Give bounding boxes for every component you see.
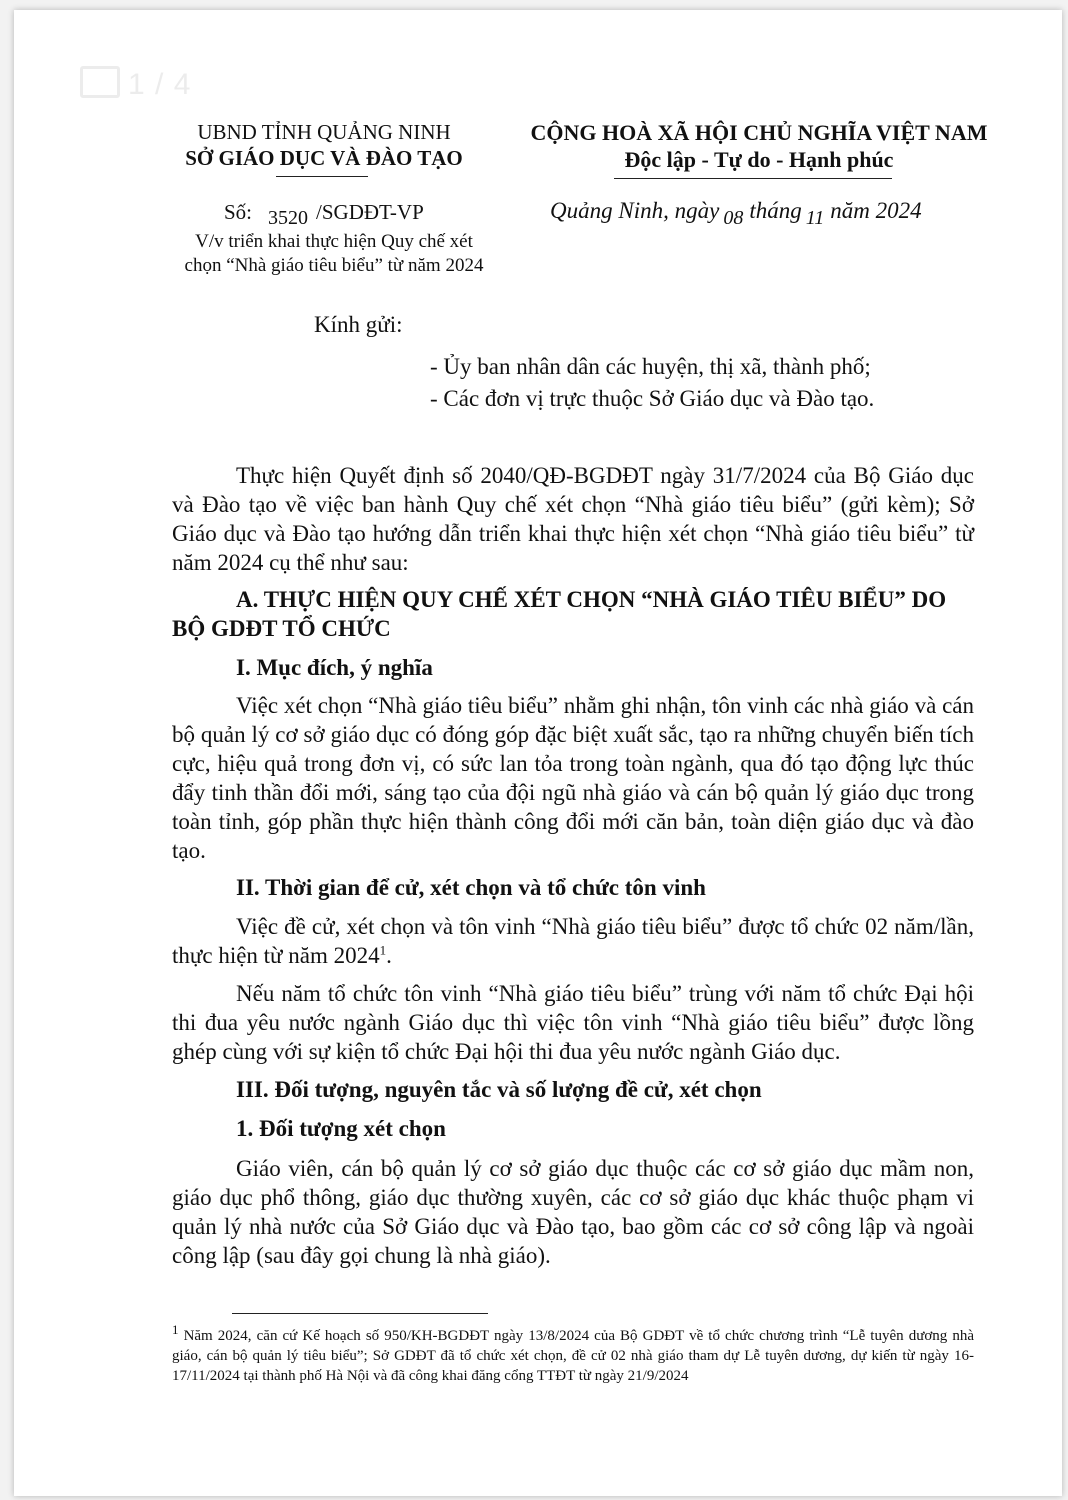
date-day: 08: [723, 207, 744, 229]
page-indicator[interactable]: [80, 66, 191, 102]
date-place: Quảng Ninh, ngày: [550, 198, 720, 223]
timing-text: Việc đề cử, xét chọn và tôn vinh “Nhà giáo tiêu biểu” được tổ chức 02 năm/lần, thực hiện từ năm 2024: [172, 914, 974, 968]
subject-line-1: V/v triển khai thực hiện Quy chế xét: [195, 231, 473, 252]
combined-event-paragraph: Nếu năm tổ chức tôn vinh “Nhà giáo tiêu biểu” trùng với năm tổ chức Đại hội thi đua yêu nước ngành Giáo dục thì việc tôn vinh “Nhà giáo tiêu biểu” được lồng ghép cùng với sự kiện tổ chức Đại hội thi đua yêu nước ngành Giáo dục.: [172, 981, 974, 1064]
national-title: CỘNG HOÀ XÃ HỘI CHỦ NGHĨA VIỆT NAM: [530, 120, 988, 145]
subject-line-2: chọn “Nhà giáo tiêu biểu” từ năm 2024: [184, 255, 484, 276]
motto-underline: [614, 178, 892, 179]
subjects-paragraph: Giáo viên, cán bộ quản lý cơ sở giáo dục thuộc các cơ sở giáo dục mầm non, giáo dục phổ thông, giáo dục thường xuyên, các cơ sở giáo dục khác thuộc phạm vi quản lý nhà nước của Sở Giáo dục và Đào tạo, bao gồm các cơ sở công lập và ngoài công lập (sau đây gọi chung là nhà giáo).: [172, 1156, 974, 1268]
document-number-value: 3520: [268, 207, 309, 229]
recipient-item: - Ủy ban nhân dân các huyện, thị xã, thành phố;: [430, 354, 871, 379]
date-month: 11: [805, 207, 825, 229]
heading-subjects: III. Đối tượng, nguyên tắc và số lượng đề cử, xét chọn: [236, 1077, 762, 1102]
national-motto: Độc lập - Tự do - Hạnh phúc: [624, 147, 894, 172]
footnote-separator: [232, 1313, 488, 1314]
document-number-label: Số:: [224, 200, 253, 224]
heading-purpose: I. Mục đích, ý nghĩa: [236, 655, 433, 680]
footnote: [172, 1322, 974, 1386]
document-number-suffix: /SGDĐT-VP: [316, 200, 424, 224]
issue-date: [550, 198, 922, 229]
purpose-paragraph: Việc xét chọn “Nhà giáo tiêu biểu” nhằm ghi nhận, tôn vinh các nhà giáo và cán bộ quản lý cơ sở giáo dục có đóng góp đặc biệt xuất sắc, tạo ra những chuyển biến tích cực, hiệu quả trong đơn vị, có sức lan tỏa trong toàn ngành, qua đó tạo động lực thúc đẩy tinh thần đổi mới, sáng tạo của đội ngũ nhà giáo và cán bộ quản lý giáo dục trong toàn tỉnh, góp phần thực hiện thành công đổi mới căn bản, toàn diện giáo dục và đào tạo.: [172, 693, 974, 863]
document-page: [14, 10, 1062, 1496]
intro-paragraph: Thực hiện Quyết định số 2040/QĐ-BGDĐT ngày 31/7/2024 của Bộ Giáo dục và Đào tạo về việc ban hành Quy chế xét chọn “Nhà giáo tiêu biểu” (gửi kèm); Sở Giáo dục và Đào tạo hướng dẫn triển khai thực hiện xét chọn “Nhà giáo tiêu biểu” từ năm 2024 cụ thể như sau:: [172, 463, 974, 575]
document-number: [224, 200, 424, 229]
issuer-authority: UBND TỈNH QUẢNG NINH: [197, 120, 451, 144]
heading-selection-subjects: 1. Đối tượng xét chọn: [236, 1116, 446, 1141]
timing-paragraph: [172, 912, 974, 970]
footnote-text: Năm 2024, căn cứ Kế hoạch số 950/KH-BGDĐT ngày 13/8/2024 của Bộ GDĐT về tổ chức chương trình “Lễ tuyên dương nhà giáo, cán bộ quản lý tiêu biểu”; Sở GDĐT đã tổ chức xét chọn, đề cử 02 nhà giáo tham dự Lễ tuyên dương, dự kiến từ ngày 16-17/11/2024 tại thành phố Hà Nội và đã công khai đăng cổng TTĐT từ ngày 21/9/2024: [172, 1328, 974, 1384]
page-thumbnail-icon: [80, 66, 120, 98]
heading-timing: II. Thời gian để cử, xét chọn và tổ chức tôn vinh: [236, 875, 706, 900]
recipients-label: Kính gửi:: [314, 312, 403, 337]
section-a-heading: A. THỰC HIỆN QUY CHẾ XÉT CHỌN “NHÀ GIÁO TIÊU BIỂU” DO BỘ GDĐT TỔ CHỨC: [172, 587, 947, 641]
footnote-reference[interactable]: 1: [379, 942, 387, 958]
footnote-marker: 1: [172, 1322, 179, 1337]
timing-end: .: [386, 943, 392, 968]
page-indicator-text: 1 / 4: [128, 68, 192, 101]
recipient-item: - Các đơn vị trực thuộc Sở Giáo dục và Đào tạo.: [430, 386, 875, 411]
issuer-department: SỞ GIÁO DỤC VÀ ĐÀO TẠO: [185, 146, 463, 170]
issuer-underline: [276, 176, 368, 177]
date-year: năm 2024: [830, 198, 922, 223]
date-month-label: tháng: [749, 198, 802, 223]
